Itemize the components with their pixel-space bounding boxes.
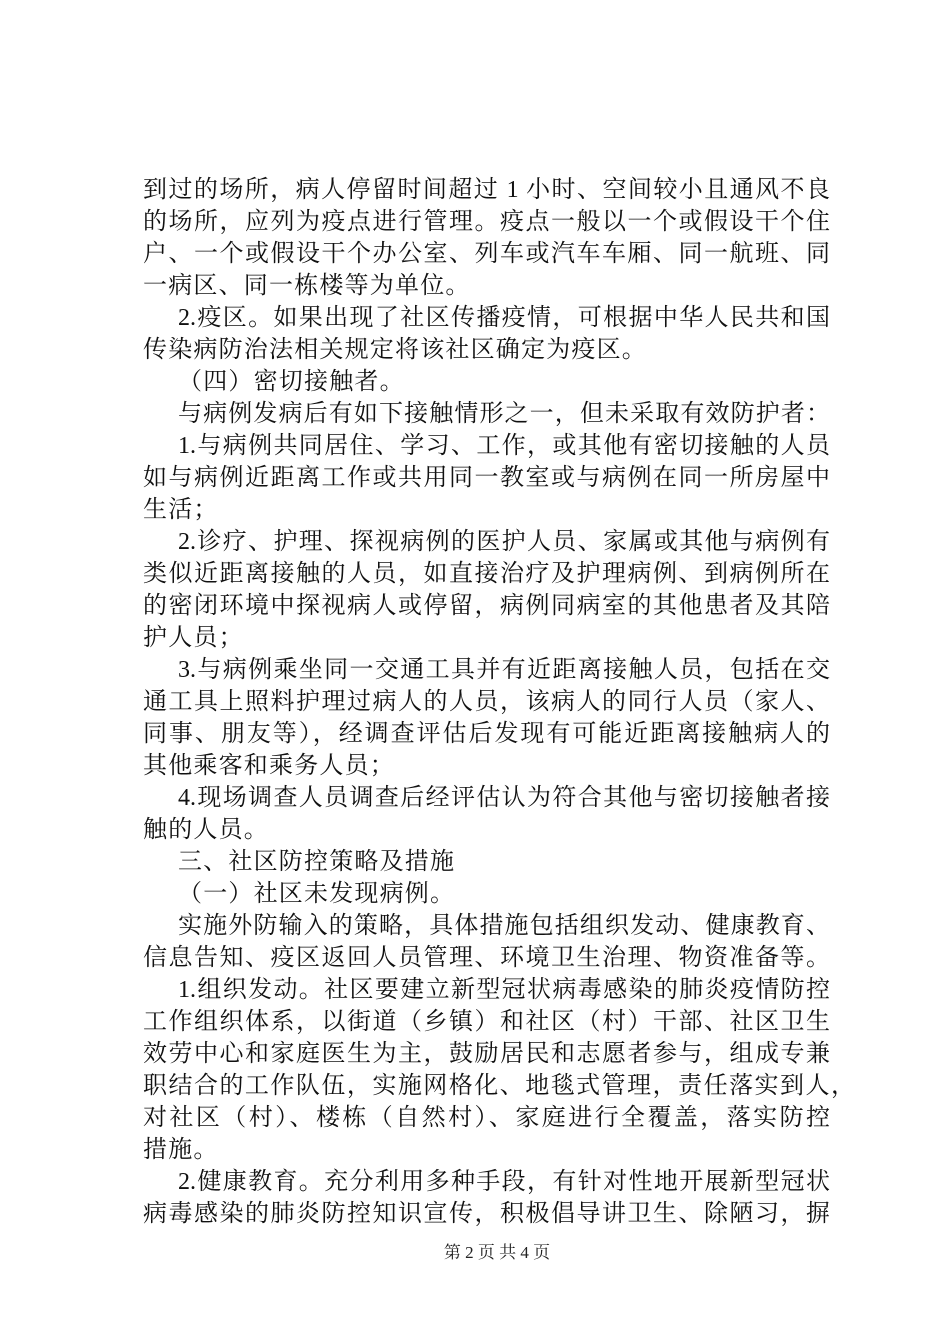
text-line: 2.疫区。如果出现了社区传播疫情，可根据中华人民共和国 [178,305,830,331]
text-line: 信息告知、疫区返回人员管理、环境卫生治理、物资准备等。 [143,945,830,971]
section-heading: （一）社区未发现病例。 [178,881,456,907]
text-line: 1.组织发动。社区要建立新型冠状病毒感染的肺炎疫情防控 [178,977,830,1003]
text-line: 措施。 [143,1137,219,1163]
text-line: 到过的场所，病人停留时间超过 1 小时、空间较小且通风不良 [143,177,830,203]
text-line: 的场所，应列为疫点进行管理。疫点一般以一个或假设干个住 [143,209,830,235]
text-line: 4.现场调查人员调查后经评估认为符合其他与密切接触者接 [178,785,830,811]
text-line: 2.健康教育。充分利用多种手段，有针对性地开展新型冠状 [178,1169,830,1195]
section-heading: （四）密切接触者。 [178,369,405,395]
text-line: 对社区（村）、楼栋（自然村）、家庭进行全覆盖，落实防控 [143,1105,830,1131]
text-line: 触的人员。 [143,817,269,843]
text-line: 效劳中心和家庭医生为主，鼓励居民和志愿者参与，组成专兼 [143,1041,830,1067]
text-line: 类似近距离接触的人员，如直接治疗及护理病例、到病例所在 [143,561,830,587]
text-line: 实施外防输入的策略，具体措施包括组织发动、健康教育、 [178,913,830,939]
text-line: 工作组织体系，以街道（乡镇）和社区（村）干部、社区卫生 [143,1009,830,1035]
text-line: 生活； [143,497,219,523]
text-line: 职结合的工作队伍，实施网格化、地毯式管理，责任落实到人， [143,1073,855,1099]
text-line: 护人员； [143,625,244,651]
text-line: 1.与病例共同居住、学习、工作，或其他有密切接触的人员 [178,433,830,459]
text-line: 同事、朋友等），经调查评估后发现有可能近距离接触病人的 [143,721,830,747]
text-line: 如与病例近距离工作或共用同一教室或与病例在同一所房屋中 [143,465,830,491]
text-line: 传染病防治法相关规定将该社区确定为疫区。 [143,337,647,363]
text-line: 户、一个或假设干个办公室、列车或汽车车厢、同一航班、同 [143,241,830,267]
text-line: 其他乘客和乘务人员； [143,753,395,779]
section-heading: 三、社区防控策略及措施 [178,849,456,875]
text-line: 病毒感染的肺炎防控知识宣传，积极倡导讲卫生、除陋习，摒 [143,1201,830,1227]
text-line: 通工具上照料护理过病人的人员，该病人的同行人员（家人、 [143,689,830,715]
text-line: 2.诊疗、护理、探视病例的医护人员、家属或其他与病例有 [178,529,830,555]
body-text [0,174,950,1230]
text-line: 一病区、同一栋楼等为单位。 [143,273,471,299]
text-line: 与病例发病后有如下接触情形之一，但未采取有效防护者： [178,401,830,427]
page-number-footer: 第 2 页 共 4 页 [443,1243,551,1262]
text-line: 的密闭环境中探视病人或停留，病例同病室的其他患者及其陪 [143,593,830,619]
text-line: 3.与病例乘坐同一交通工具并有近距离接触人员，包括在交 [178,657,830,683]
